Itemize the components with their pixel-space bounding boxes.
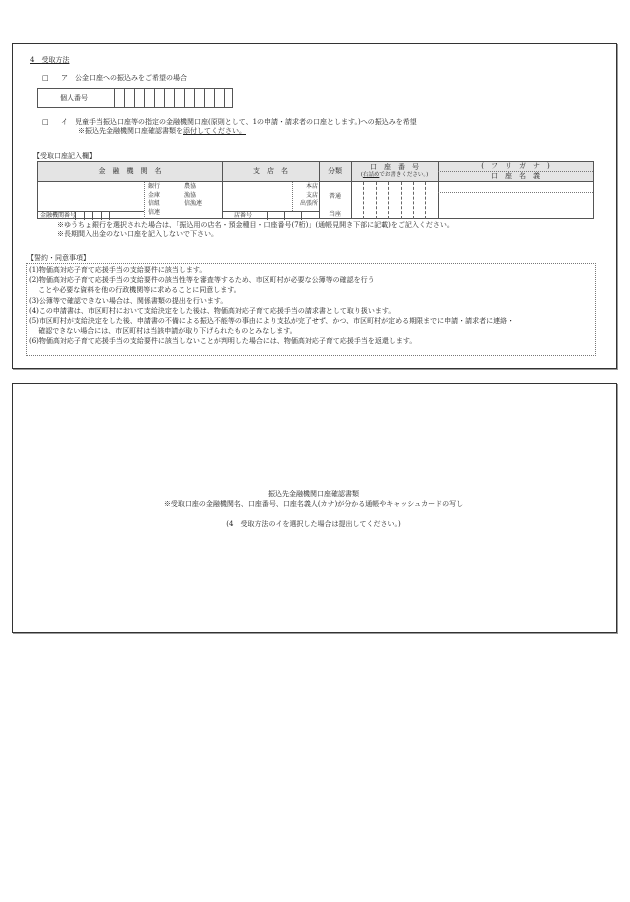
account-number-digit-divider [413,182,414,219]
bank-type-options [148,183,160,217]
agreement-item: (2)物価高対応子育て応援手当の支給要件の該当性等を審査等するため、市区町村が必要な公簿等の確認を行う [29,276,375,285]
branch-code-digit-cell[interactable] [267,212,268,220]
option-i-checkbox[interactable]: □ [42,118,49,126]
furigana-input-line[interactable] [438,192,593,193]
account-number-header: 口 座 番 号 [370,163,419,171]
option-i-note [78,127,246,136]
furigana-header: ( フ リ ガ ナ ) [438,162,593,172]
account-number-digit-divider [376,182,377,219]
agreement-item: 確認できない場合には、市区町村は当該申請が取り下げられたものとみなします。 [29,327,297,336]
attachment-description: ※受取口座の金融機関名、口座番号、口座名義人(カナ)が分かる通帳やキャッシュカードの写し [163,500,464,508]
agreement-list [29,265,514,347]
agreement-item: (3)公簿等で確認できない場合は、関係書類の提出を行います。 [29,296,228,305]
option-label: 本店 [305,183,318,190]
branch-code-digit-cell[interactable] [284,212,285,220]
bank-code-digit-cell[interactable] [75,212,76,220]
account-number-note: (右詰めでお書きください。) [360,172,429,178]
account-type-option: 当座 [328,211,341,218]
branch-name-header: 支 店 名 [253,167,288,175]
note-yucho: ※ゆうちょ銀行を選択された場合は、「振込用の店名・預金種目・口座番号(7桁)」(通帳見開き下部に記載)をご記入ください。 [57,221,454,229]
account-table-heading: 【受取口座記入欄】 [33,152,96,160]
agreement-item: (5)市区町村が支給決定をした後、申請書の不備による振込不能等の事由により支払が完了せず、かつ、市区町村が定める期限までに申請・請求者に連絡・ [29,316,515,325]
account-number-digit-divider [401,182,402,219]
bank-code-digit-cell[interactable] [101,212,102,220]
attachment-condition: (4 受取方法のイを選択した場合は提出してください。) [226,520,401,528]
my-number-digit-cell[interactable] [174,89,175,107]
agreement-item: (1)物価高対応子育て応援手当の支給要件に該当します。 [29,266,207,274]
option-label: 農協 [184,183,197,190]
option-label: 信組 [148,200,161,207]
my-number-digit-cell[interactable] [194,89,195,107]
bank-code-label: 金融機関番号 [40,212,77,219]
bank-code-row [38,211,144,220]
option-label: 信連 [148,208,161,216]
agreement-heading: 【誓約・同意事項】 [27,254,90,262]
option-a-checkbox[interactable]: □ [42,74,49,82]
bank-code-digit-cell[interactable] [84,212,85,220]
account-type-options [319,188,351,224]
my-number-digit-cell[interactable] [184,89,185,107]
bank-code-digit-cell[interactable] [92,212,93,220]
branch-type-options [292,183,318,209]
account-type-option: 普通 [328,193,341,200]
my-number-digit-cell[interactable] [214,89,215,107]
agreement-item: (4)この申請書は、市区町村において支給決定をした後は、物価高対応子育て応援手当の請求書として取り扱います。 [29,306,396,315]
option-label: 出張所 [299,200,318,207]
my-number-digit-cell[interactable] [224,89,225,107]
option-label: 銀行 [148,183,161,190]
option-label: 支店 [305,191,318,199]
option-label: 漁協 [184,191,197,199]
account-number-digit-divider [425,182,426,219]
bank-code-end [109,212,110,220]
bank-name-header: 金 融 機 関 名 [98,167,162,175]
section-title: 4 受取方法 [30,56,70,64]
agreement-box [26,263,596,356]
option-i-label: イ 児童手当振込口座等の指定の金融機関口座(原則として、1の申請・請求者の口座とします。)への振込みを希望 [61,118,417,126]
my-number-digit-cell[interactable] [144,89,145,107]
my-number-digit-cell[interactable] [124,89,125,107]
option-label: 金庫 [148,191,161,199]
account-number-digit-divider [388,182,389,219]
account-holder-header: 口 座 名 義 [491,172,540,180]
branch-code-label: 店番号 [234,212,253,219]
my-number-digit-cell[interactable] [134,89,135,107]
my-number-digit-cell[interactable] [114,89,115,107]
my-number-digit-cell[interactable] [164,89,165,107]
option-i-note-underlined: 添付してください。 [183,127,246,135]
account-table [37,161,594,219]
option-i-note-text: ※振込先金融機関口座確認書類を [78,127,183,135]
note-dormant: ※長期間入出金のない口座を記入しないで下さい。 [57,230,218,238]
account-number-digit-divider [363,182,364,219]
my-number-label: 個人番号 [60,94,88,102]
option-label: 信漁連 [184,200,203,207]
bank-type-options-2 [184,183,202,209]
branch-code-row [222,211,319,220]
my-number-field [37,88,233,108]
category-header: 分類 [328,167,342,175]
branch-code-digit-cell[interactable] [301,212,302,220]
option-a-label: ア 公金口座への振込みをご希望の場合 [61,74,187,82]
my-number-digit-cell[interactable] [154,89,155,107]
agreement-item: ことや必要な資料を他の行政機関等に求めることに同意します。 [29,286,241,295]
agreement-item: (6)物価高対応子育て応援手当の支給要件に該当しないことが判明した場合には、物価高対応子育て応援手当を返還します。 [29,337,417,346]
my-number-digit-cell[interactable] [204,89,205,107]
attachment-title: 振込先金融機関口座確認書類 [268,490,359,498]
